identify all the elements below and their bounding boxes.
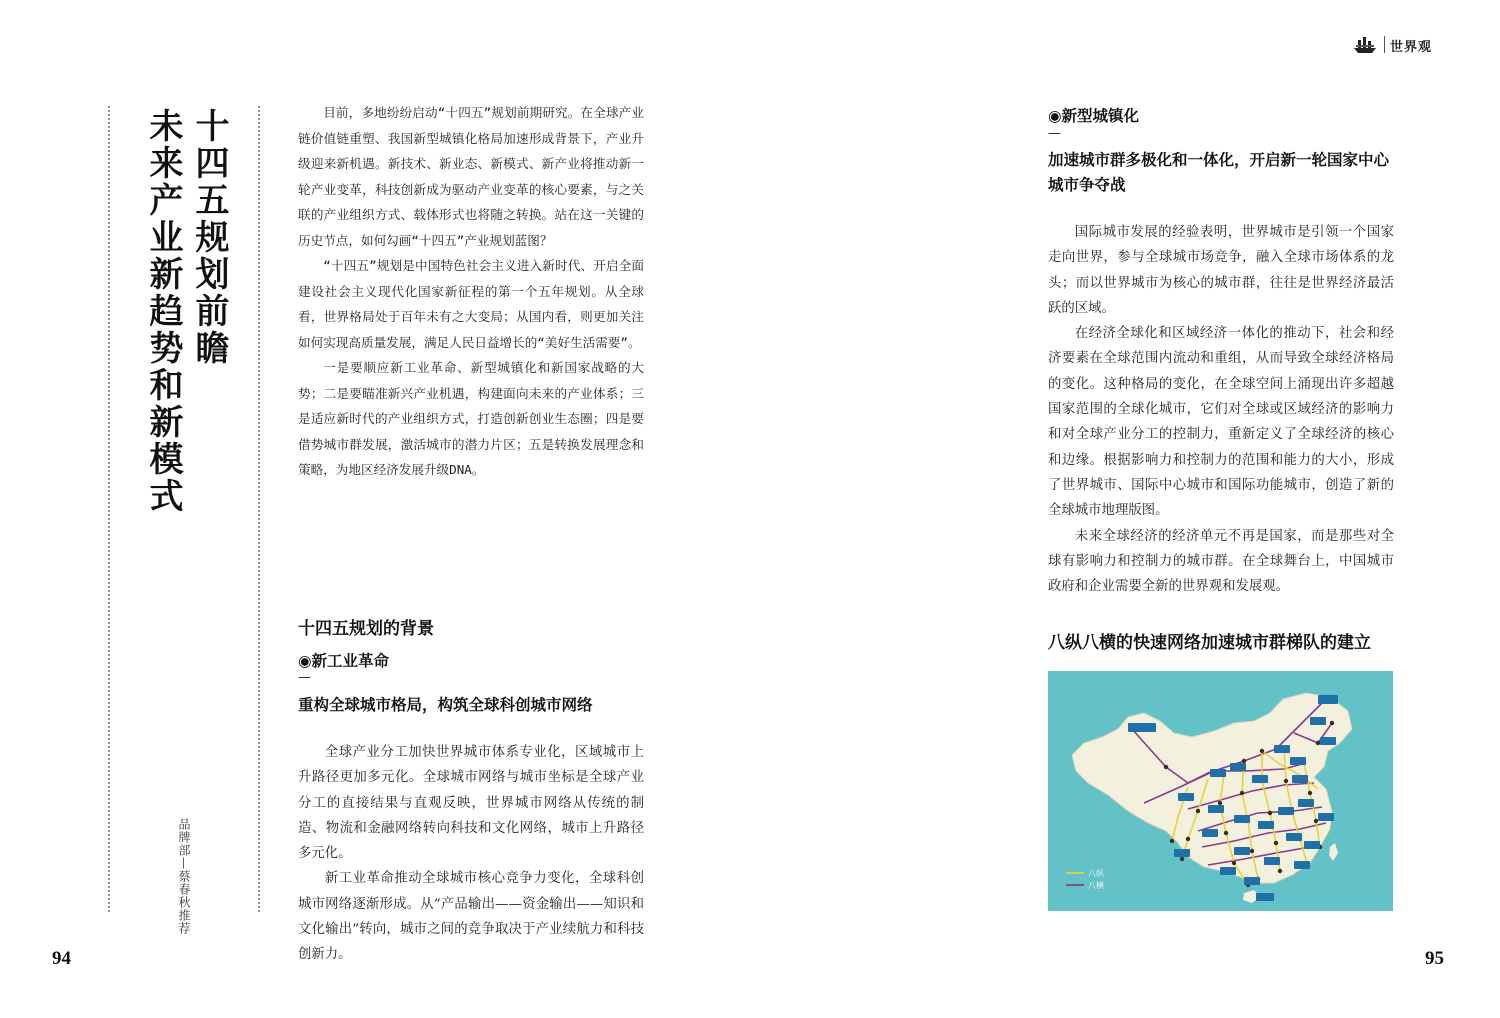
china-rail-network-map — [1048, 671, 1393, 911]
right-body-text — [1048, 220, 1394, 599]
section-label: 世界观 — [1390, 39, 1433, 54]
section-heading: 十四五规划的背景 — [298, 619, 434, 639]
credit: 品牌部—蔡春秋推荐 — [177, 818, 191, 935]
right-subsection-title: 加速城市群多极化和一体化，开启新一轮国家中心城市争夺战 — [1048, 150, 1390, 194]
right-paragraph: 国际城市发展的经验表明，世界城市是引领一个国家走向世界，参与全球城市场竞争，融入全球市场体系的龙头；而以世界城市为核心的城市群，往往是世界经济最活跃的区域。 — [1048, 225, 1394, 316]
left-dotted-rule — [108, 106, 110, 912]
header-divider — [1384, 36, 1385, 53]
intro-paragraph: 目前，多地纷纷启动“十四五”规划前期研究。在全球产业链价值链重塑、我国新型城镇化格局加速形成背景下，产业升级迎来新机遇。新技术、新业态、新模式、新产业将推动新一轮产业变革，科技创新成为驱动产业变革的核心要素，与之关联的产业组织方式、载体形式也将随之转换。站在这一关键的历史节点，如何勾画“十四五”产业规划蓝图？ — [298, 105, 644, 248]
figure-title: 八纵八横的快速网络加速城市群梯队的建立 — [1048, 633, 1371, 653]
subsection-title: 重构全球城市格局，构筑全球科创城市网络 — [298, 695, 593, 714]
legend-vertical-label: 八纵 — [1088, 869, 1104, 878]
page-number-right: 95 — [1425, 948, 1444, 969]
right-subsection-dash: — — [1048, 126, 1061, 141]
subsection-heading: ◉新工业革命 — [298, 651, 390, 670]
header-section-label-group — [1352, 34, 1442, 56]
section-text — [298, 740, 644, 968]
right-paragraph: 在经济全球化和区域经济一体化的推动下，社会和经济要素在全球范围内流动和重组，从而导致全球经济格局的变化。这种格局的变化，在全球空间上涌现出许多超越国家范围的全球化城市，它们对全球或区域经济的影响力和对全球产业分工的控制力，重新定义了全球经济的核心和边缘。根据影响力和控制力的范围和能力的大小，形成了世界城市、国际中心城市和国际功能城市，创造了新的全球城市地理版图。 — [1048, 326, 1394, 519]
section-paragraph: 全球产业分工加快世界城市体系专业化，区域城市上升路径更加多元化。全球城市网络与城市坐标是全球产业分工的直接结果与直观反映，世界城市网络从传统的制造、物流和金融网络转向科技和文化网络，城市上升路径多元化。 — [298, 745, 644, 862]
title-line-1: 十四五规划前瞻 — [189, 108, 229, 367]
right-dotted-rule — [258, 106, 260, 912]
title-line-2: 未来产业新趋势和新模式 — [143, 108, 183, 515]
right-paragraph: 未来全球经济的经济单元不再是国家，而是那些对全球有影响力和控制力的城市群。在全球舞台上，中国城市政府和企业需要全新的世界观和发展观。 — [1048, 528, 1394, 595]
intro-text — [298, 100, 644, 483]
subsection-dash: — — [298, 670, 311, 685]
page-number-left: 94 — [52, 948, 71, 969]
section-paragraph: 新工业革命推动全球城市核心竞争力变化，全球科创城市网络逐渐形成。从“产品输出——资金输出——知识和文化输出”转向，城市之间的竞争取决于产业续航力和科技创新力。 — [298, 871, 644, 963]
intro-paragraph: “十四五”规划是中国特色社会主义进入新时代、开启全面建设社会主义现代化国家新征程的第一个五年规划。从全球看，世界格局处于百年未有之大变局；从国内看，则更加关注如何实现高质量发展，满足人民日益增长的“美好生活需要”。 — [298, 258, 644, 350]
legend-horizontal-label: 八横 — [1088, 881, 1104, 890]
ship-icon — [1352, 34, 1378, 54]
right-subsection-heading: ◉新型城镇化 — [1048, 106, 1140, 125]
intro-paragraph: 一是要顺应新工业革命、新型城镇化和新国家战略的大势；二是要瞄准新兴产业机遇，构建面向未来的产业体系；三是适应新时代的产业组织方式，打造创新创业生态圈；四是要借势城市群发展，激活城市的潜力片区；五是转换发展理念和策略，为地区经济发展升级DNA。 — [298, 360, 644, 477]
